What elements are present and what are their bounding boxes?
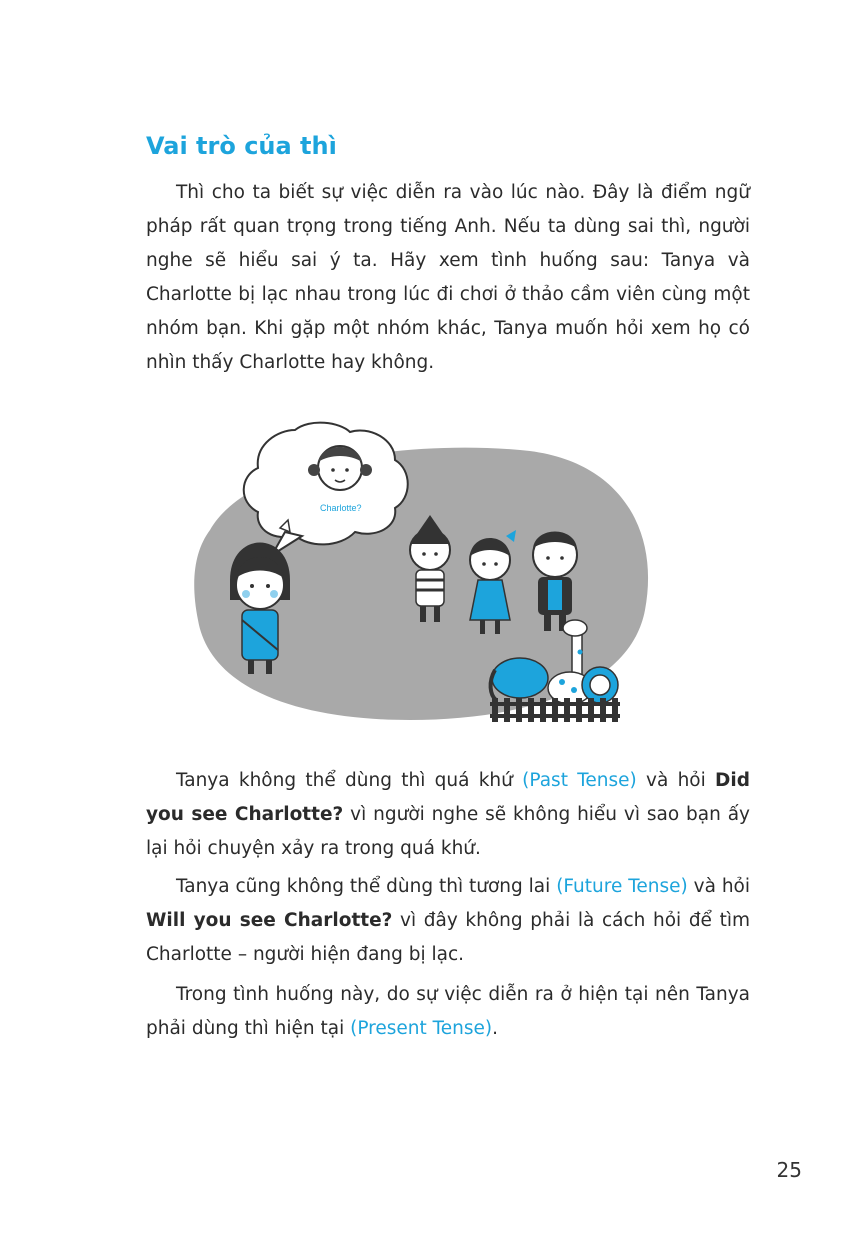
p4-text-1: Trong tình huống này, do sự việc diễn ra ở hiện tại nên Tanya phải dùng thì hiện tại <box>146 984 750 1039</box>
p2-text-3: vì người nghe sẽ không hiểu vì sao bạn ấy lại hỏi chuyện xảy ra trong quá khứ. <box>146 804 750 859</box>
p3-text-1: Tanya cũng không thể dùng thì tương lai <box>176 876 557 897</box>
future-tense-term: (Future Tense) <box>556 876 688 897</box>
past-question: Did you see Charlotte? <box>146 770 750 825</box>
past-tense-term: (Past Tense) <box>522 770 637 791</box>
zoo-illustration <box>190 420 660 730</box>
fence-icon <box>490 698 620 722</box>
p3-text-2: và hỏi <box>687 876 751 897</box>
present-tense-term: (Present Tense) <box>350 1018 493 1039</box>
future-tense-paragraph <box>146 870 750 972</box>
section-heading: Vai trò của thì <box>146 132 337 160</box>
lion-icon <box>582 667 618 703</box>
bubble-text: Charlotte? <box>320 503 362 513</box>
future-question: Will you see Charlotte? <box>146 910 393 931</box>
p3-text-3: vì đây không phải là cách hỏi để tìm Charlotte – người hiện đang bị lạc. <box>146 910 750 965</box>
present-tense-paragraph <box>146 978 750 1046</box>
past-tense-paragraph <box>146 764 750 866</box>
intro-text: Thì cho ta biết sự việc diễn ra vào lúc nào. Đây là điểm ngữ pháp rất quan trọng trong tiếng Anh. Nếu ta dùng sai thì, người nghe sẽ hiểu sai ý ta. Hãy xem tình huống sau: Tanya và Charlotte bị lạc nhau trong lúc đi chơi ở thảo cầm viên cùng một nhóm bạn. Khi gặp một nhóm khác, Tanya muốn hỏi xem họ có nhìn thấy Charlotte hay không. <box>146 182 750 373</box>
intro-paragraph <box>146 176 750 380</box>
p2-text-2: và hỏi <box>636 770 716 791</box>
page-number: 25 <box>776 1158 802 1182</box>
p4-text-2: . <box>492 1018 499 1039</box>
p2-text-1: Tanya không thể dùng thì quá khứ <box>176 770 523 791</box>
